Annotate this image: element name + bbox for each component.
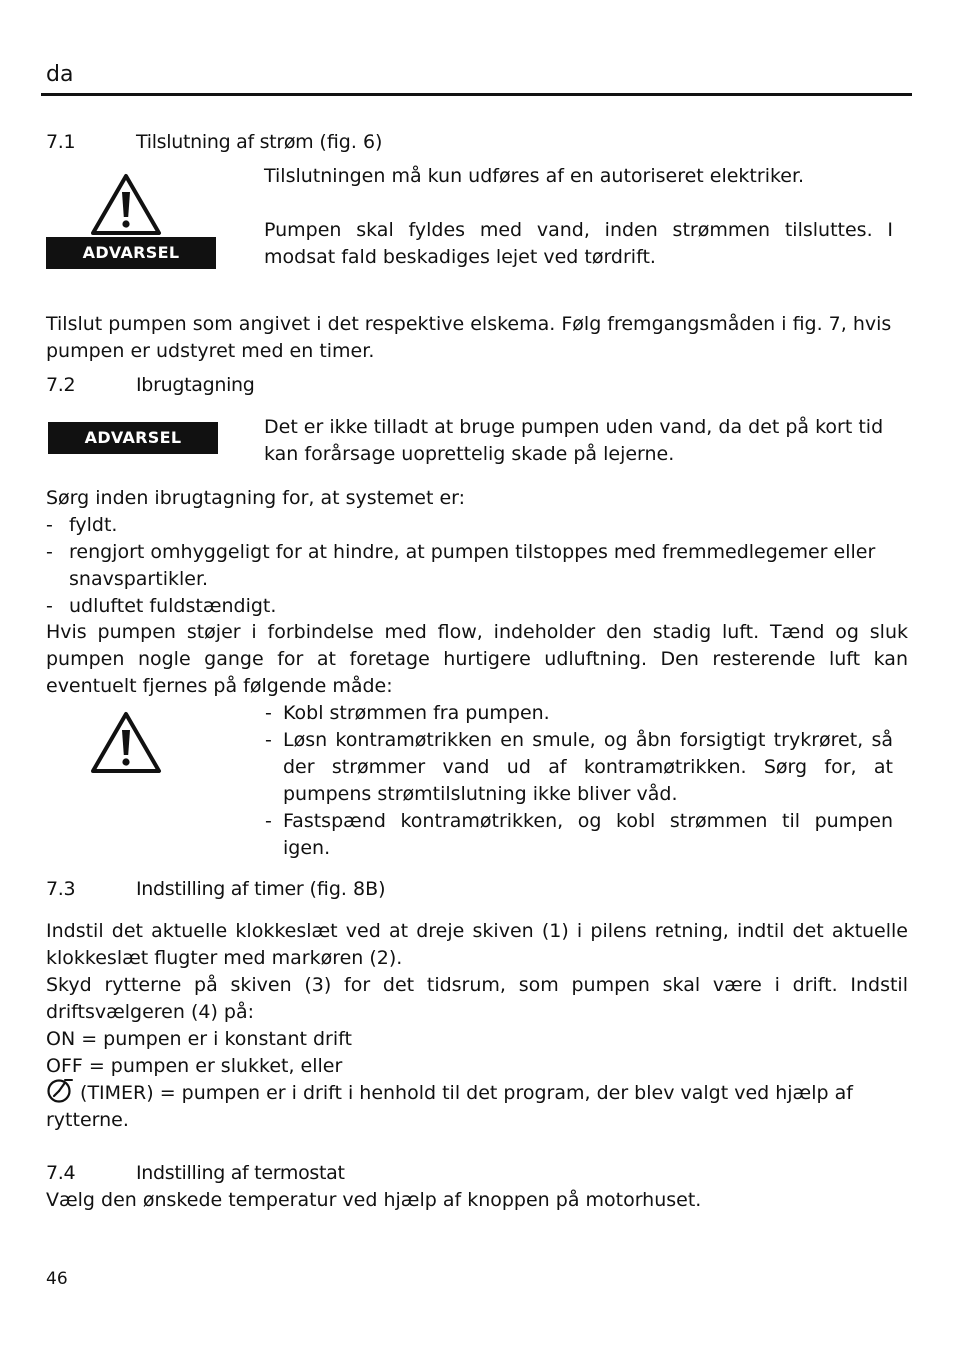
list-item: - Kobl strømmen fra pumpen.: [265, 702, 550, 724]
header-rule: [41, 93, 912, 96]
mode-timer: (TIMER) = pumpen er i drift i henhold til det program, der blev valgt ved hjælp af rytterne.: [46, 1079, 876, 1134]
list-item: - udluftet fuldstændigt.: [46, 595, 277, 617]
section-number: 7.2: [46, 374, 76, 396]
paragraph: Pumpen skal fyldes med vand, inden strømmen tilsluttes. I modsat fald beskadiges lejet ved tørdrift.: [264, 219, 893, 268]
list-item: - Fastspænd kontramøtrikken, og kobl strømmen til pumpen igen.: [265, 810, 893, 859]
section-title: Tilslutning af strøm: [136, 131, 314, 153]
page-number: 46: [46, 1269, 68, 1289]
section-title: Ibrugtagning: [136, 374, 255, 396]
section-number: 7.1: [46, 131, 76, 153]
warning-label: ADVARSEL: [46, 237, 216, 269]
section-number: 7.4: [46, 1162, 76, 1184]
timer-clock-icon: [46, 1079, 74, 1103]
mode-on: ON = pumpen er i konstant drift: [46, 1028, 352, 1050]
warning-triangle-icon: [90, 710, 162, 774]
paragraph: Skyd rytterne på skiven (3) for det tidsrum, som pumpen skal være i drift. Indstil driftsvælgeren (4) på:: [46, 974, 908, 1023]
paragraph: Tilslutningen må kun udføres af en autoriseret elektriker.: [264, 165, 805, 187]
paragraph: Hvis pumpen støjer i forbindelse med flow, indeholder den stadig luft. Tænd og sluk pumpen nogle gange for at foretage hurtigere udluftning. Den resterende luft kan eventuelt fjernes på følgende måde:: [46, 621, 908, 697]
section-7-1-heading: [46, 129, 906, 156]
language-code: da: [46, 62, 74, 87]
intro-text: Sørg inden ibrugtagning for, at systemet er:: [46, 487, 466, 509]
list-item: - fyldt.: [46, 514, 118, 536]
paragraph: Vælg den ønskede temperatur ved hjælp af knoppen på motorhuset.: [46, 1189, 702, 1211]
warning-label: ADVARSEL: [48, 422, 218, 454]
section-number: 7.3: [46, 878, 76, 900]
paragraph: Indstil det aktuelle klokkeslæt ved at dreje skiven (1) i pilens retning, indtil det aktuelle klokkeslæt flugter med markøren (2).: [46, 920, 908, 969]
section-7-4-heading: [46, 1160, 906, 1187]
figure-reference: (fig. 6): [313, 131, 383, 153]
section-7-3-heading: [46, 876, 906, 903]
list-item: - Løsn kontramøtrikken en smule, og åbn forsigtigt trykrøret, så der strømmer vand ud af kontramøtrikken. Sørg for, at pumpens strømtilslutning ikke bliver våd.: [265, 729, 893, 805]
section-title: Indstilling af timer: [136, 878, 304, 900]
list-item: - rengjort omhyggeligt for at hindre, at pumpen tilstoppes med fremmedlegemer eller snavspartikler.: [46, 541, 876, 590]
warning-text: Det er ikke tilladt at bruge pumpen uden vand, da det på kort tid kan forårsage uoprettelig skade på lejerne.: [264, 416, 884, 465]
checklist: [46, 512, 908, 620]
mode-off: OFF = pumpen er slukket, eller: [46, 1055, 343, 1077]
warning-triangle-icon: [90, 172, 162, 236]
procedure-steps: [265, 700, 893, 862]
figure-reference: (fig. 8B): [303, 878, 386, 900]
paragraph: Tilslut pumpen som angivet i det respektive elskema. Følg fremgangsmåden i fig. 7, hvis pumpen er udstyret med en timer.: [46, 313, 892, 362]
section-7-2-heading: [46, 372, 906, 399]
section-title: Indstilling af termostat: [136, 1162, 345, 1184]
